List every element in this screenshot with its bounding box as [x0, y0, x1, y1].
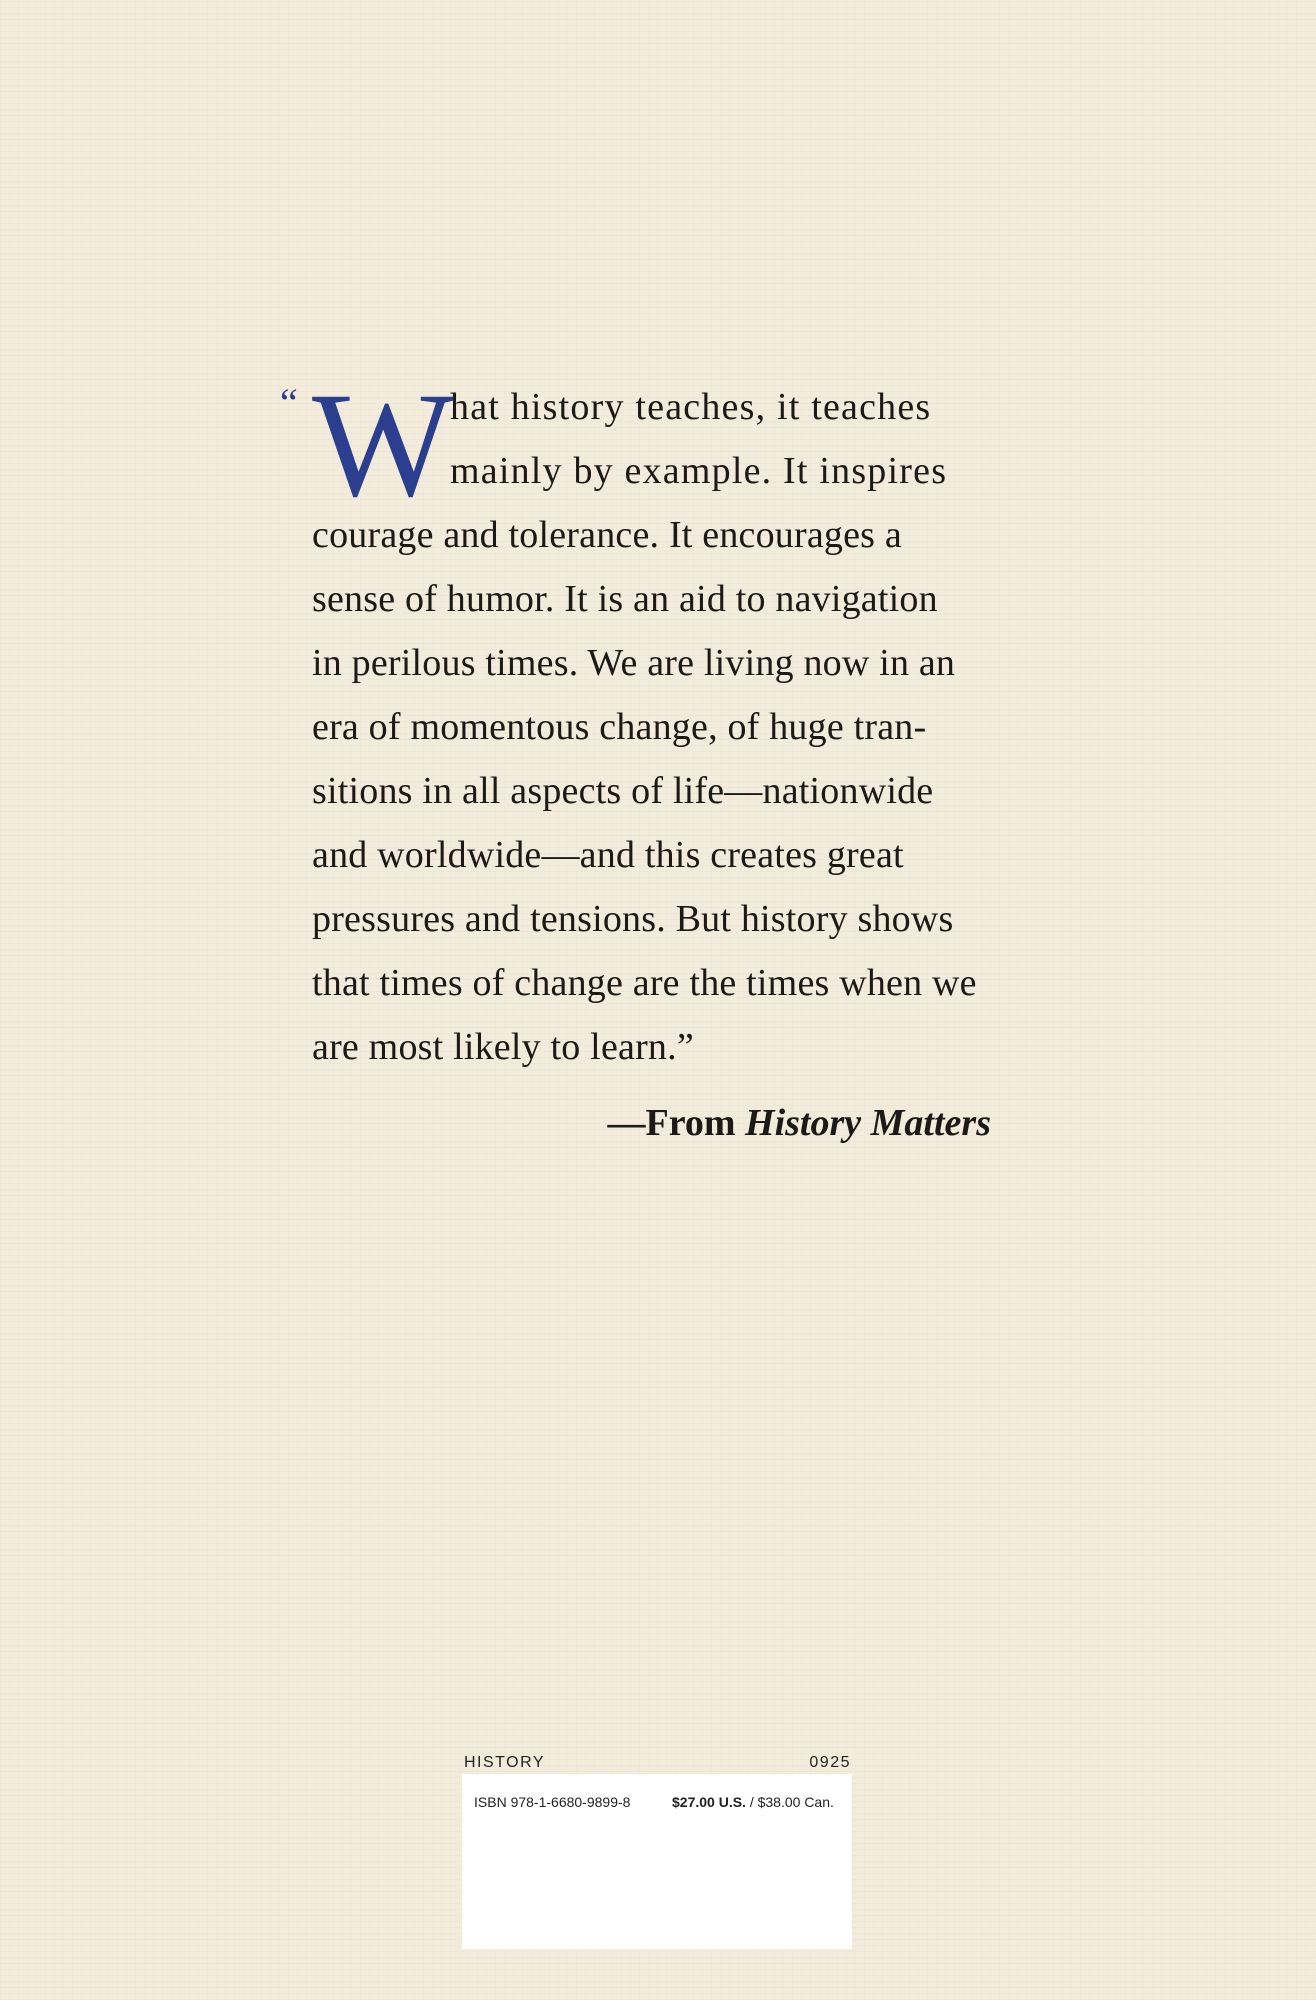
quote-line: hat history teaches, it teaches — [450, 386, 932, 428]
isbn-number: ISBN 978-1-6680-9899-8 — [474, 1794, 631, 1810]
barcode-box — [462, 1774, 852, 1949]
barcode-header — [462, 1752, 852, 1774]
barcode-area — [462, 1752, 852, 1949]
price-can: $38.00 Can. — [757, 1794, 834, 1810]
price-us: $27.00 U.S. — [672, 1794, 746, 1810]
book-title: History Matters — [745, 1102, 991, 1144]
drop-cap: W — [312, 362, 454, 528]
quote-line: that times of change are the times when we — [312, 962, 977, 1004]
category-label: HISTORY — [464, 1754, 546, 1771]
opening-quote-mark: “ — [280, 380, 298, 425]
date-code: 0925 — [809, 1754, 851, 1771]
quote-line: sitions in all aspects of life—nationwide — [312, 770, 934, 812]
quote-block — [280, 362, 992, 1155]
quote-line: pressures and tensions. But history shows — [312, 898, 954, 940]
price — [672, 1794, 834, 1810]
price-separator: / — [745, 1794, 758, 1810]
quote-line: era of momentous change, of huge tran- — [312, 706, 927, 748]
quote-line: are most likely to learn.” — [312, 1026, 694, 1068]
quote-line: and worldwide—and this creates great — [312, 834, 904, 876]
quote-line: courage and tolerance. It encourages a — [312, 514, 902, 556]
quote-line: in perilous times. We are living now in an — [312, 642, 956, 684]
quote-attribution — [312, 1091, 992, 1155]
attribution-prefix: —From — [607, 1102, 736, 1144]
quote-line: mainly by example. It inspires — [450, 450, 948, 492]
quote-line: sense of humor. It is an aid to navigation — [312, 578, 938, 620]
